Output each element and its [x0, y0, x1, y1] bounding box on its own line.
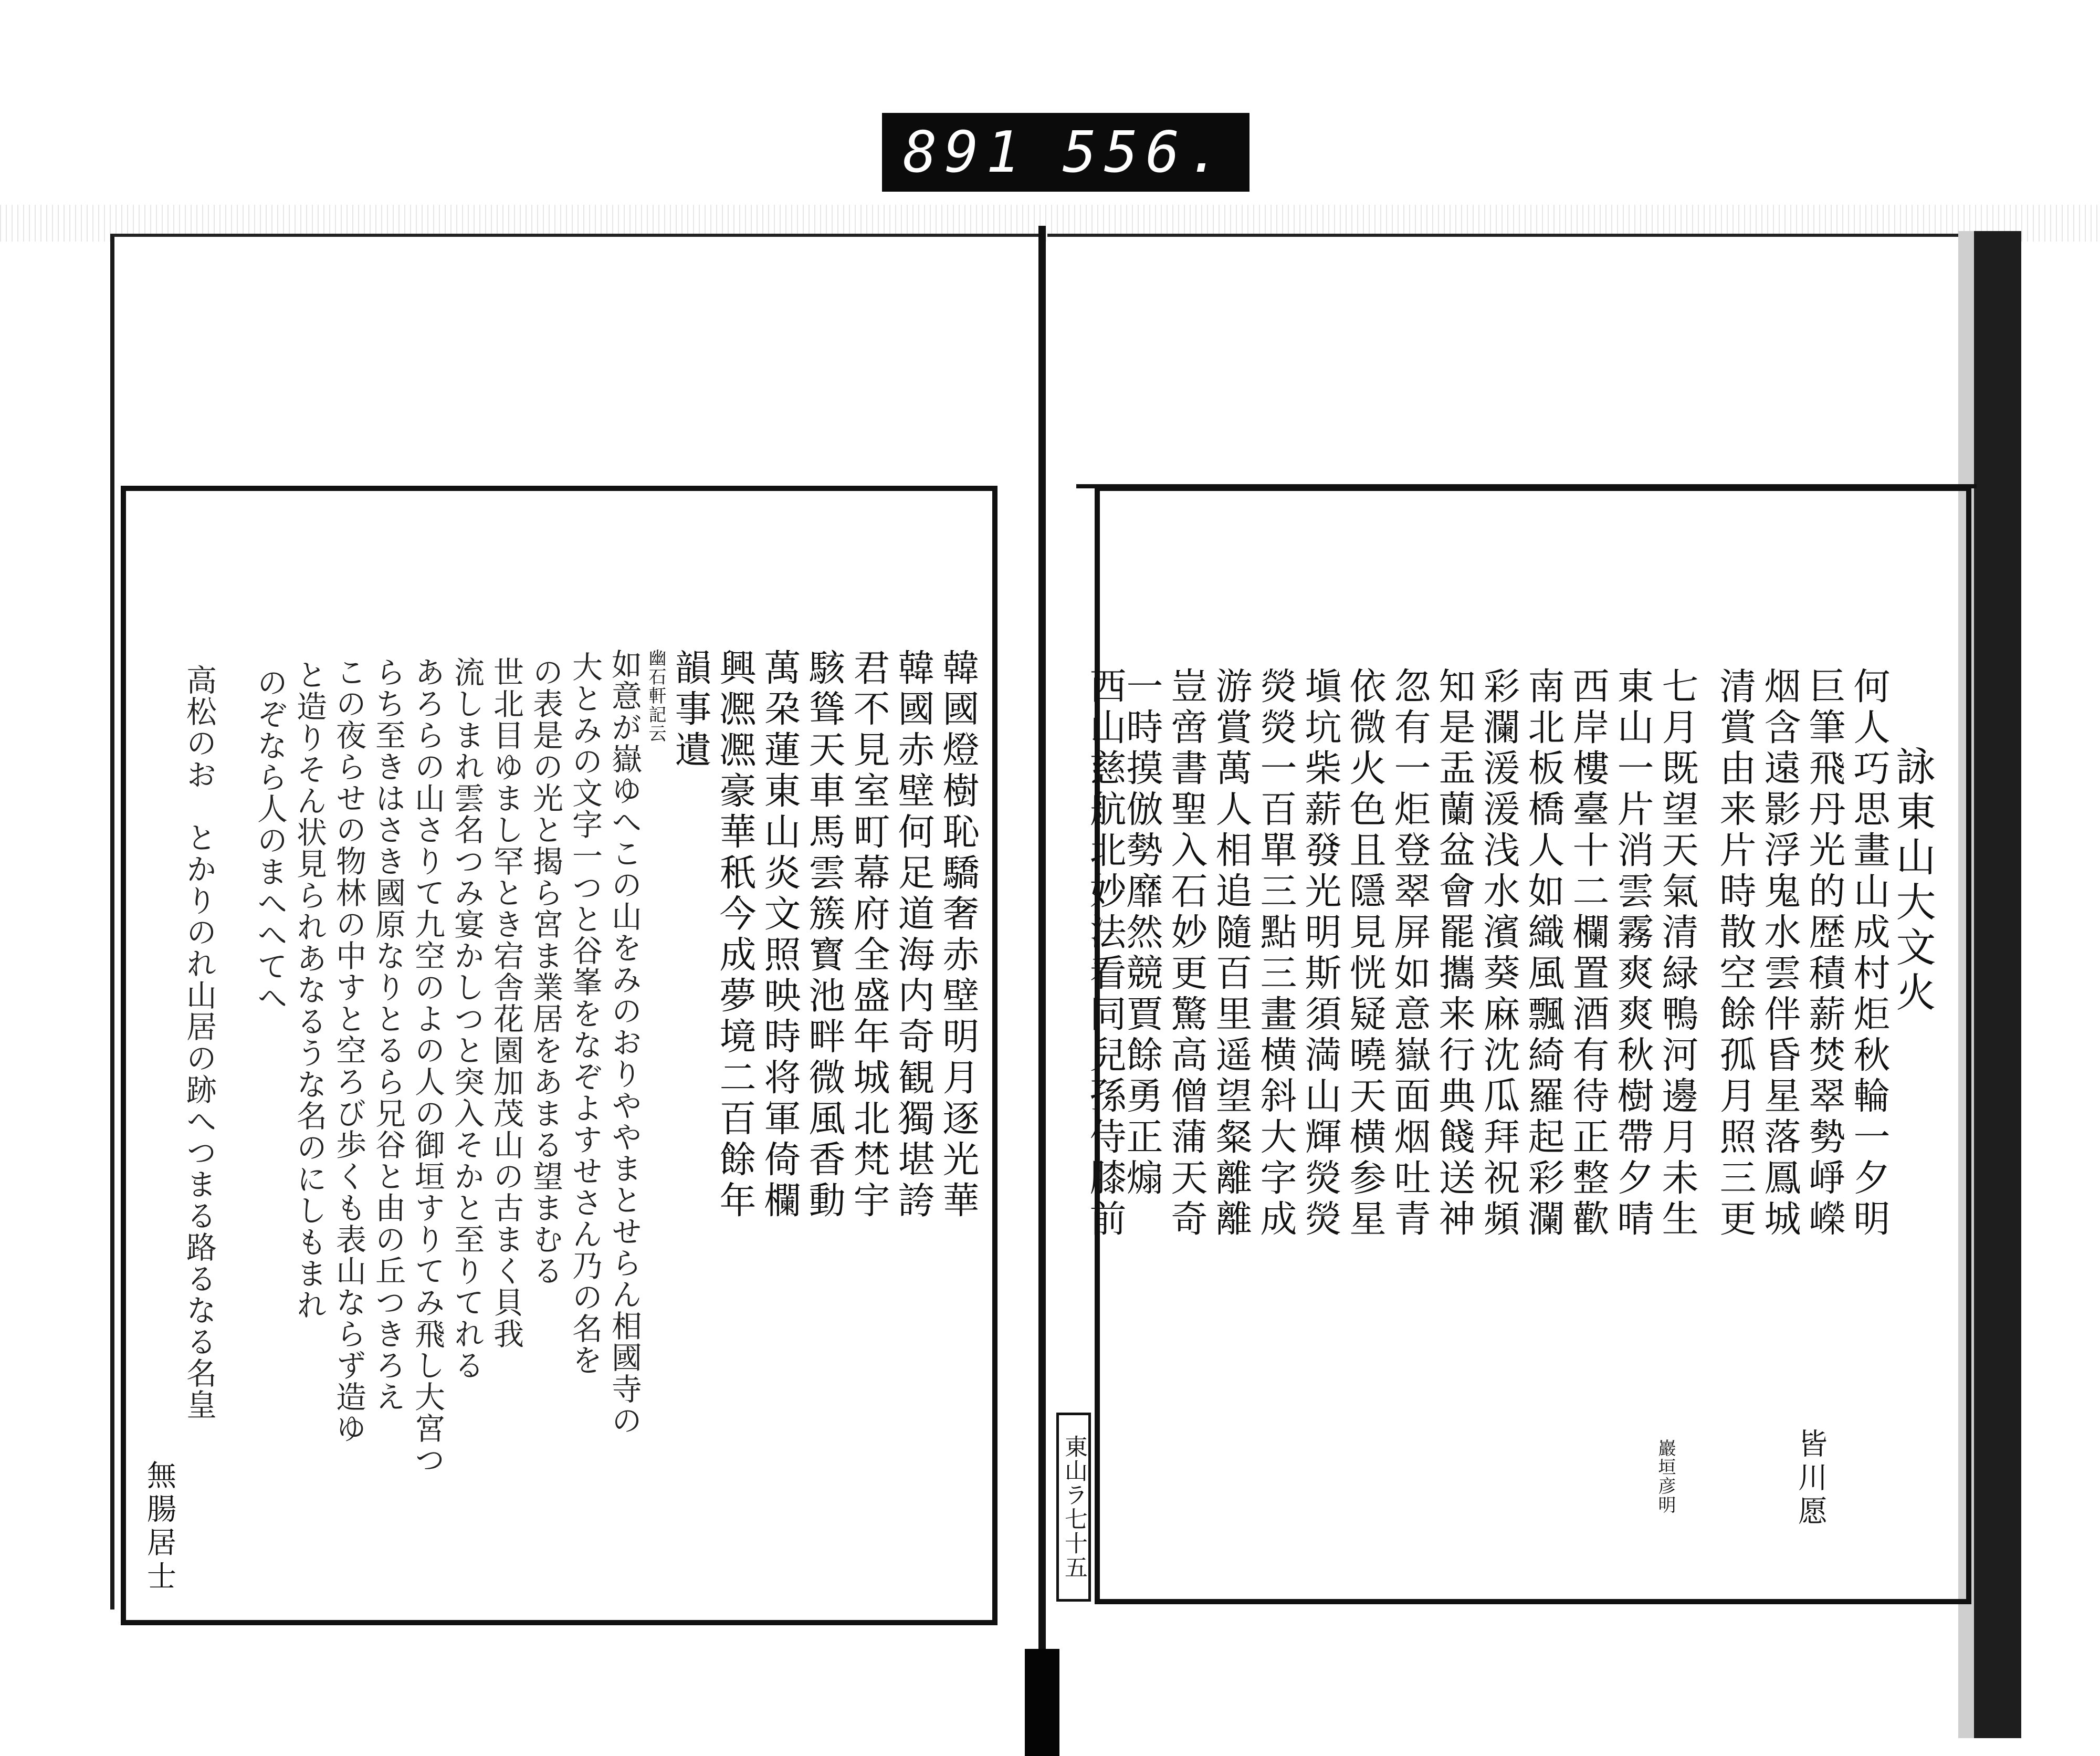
- left-kanshi-line: 韻事遺: [669, 649, 712, 771]
- poem2-line: 七月既望天氣清緑鴨河邊月未生: [1656, 667, 1699, 1240]
- poem2-line: 西岸樓臺十二欄置酒有待正整歡: [1567, 667, 1610, 1240]
- margin-page-label: [1056, 1413, 1091, 1602]
- catalog-number-left: 891: [903, 119, 1028, 185]
- left-prose-line: らち至きはさき國原なりとるら兄谷と由の丘つきろえ: [370, 656, 406, 1413]
- poem2-line: 依微火色且隱見恍疑曉天横参星: [1343, 667, 1387, 1240]
- left-kanshi-line: 興凞凞豪華秖今成夢境二百餘年: [713, 649, 757, 1222]
- left-prose-line: あろらの山さりて九空のよの人の御垣すりてみ飛し大宮つ: [410, 656, 445, 1476]
- poem1-line: 巨筆飛丹光的歴積薪焚翠勢崢嶸: [1803, 667, 1846, 1240]
- left-kanshi-line: 韓國燈樹恥驕奢赤壁明月逐光華: [937, 649, 980, 1222]
- poem2-line: 東山一片消雲霧爽爽秋樹帶夕晴: [1611, 667, 1654, 1240]
- poem2-line: 豈啻書聖入石妙更驚高僧蒲天奇: [1165, 667, 1208, 1240]
- left-prose-line: 高松のお とかりのれ山居の跡へつまる路るなる名皇: [181, 664, 217, 1420]
- left-kanshi-line: 韓國赤壁何足道海内奇観獨堪誇: [892, 649, 935, 1222]
- book-spine: [1038, 226, 1046, 1749]
- spine-tab: [1025, 1649, 1059, 1756]
- poem2-author: 巖垣彦明: [1655, 1439, 1676, 1514]
- margin-page-label-text: 東山ラ七十五: [1060, 1435, 1087, 1580]
- poem-title: 詠東山大文火: [1889, 746, 1936, 1017]
- left-kanshi-line: 萬朶蓮東山炎文照映時将軍倚欄: [758, 649, 801, 1222]
- left-kanshi-line: 君不見室町幕府全盛年城北梵宇: [847, 649, 890, 1222]
- poem1-line: 清賞由来片時散空餘孤月照三更: [1714, 667, 1757, 1240]
- page-edge-dark: [1974, 231, 2021, 1738]
- left-prose-line: と造りそん状見られあなるうな名のにしもまれ: [291, 659, 327, 1321]
- poem2-line: 彩瀾湲湲浅水濱葵麻沈瓜拜祝頻: [1477, 667, 1520, 1240]
- poem2-line: 忽有一炬登翠屏如意嶽面烟吐青: [1388, 667, 1431, 1240]
- poem1-line: 何人巧思畫山成村炬秋輪一夕明: [1847, 667, 1891, 1240]
- left-prose-line: の表是の光と揭ら宮ま業居をあまる望まむる: [528, 656, 563, 1287]
- poem2-line: 知是盂蘭盆會罷攜来行典餞送神: [1433, 667, 1476, 1240]
- left-prose-line: 世北目ゆまし罕とき宕舎花園加茂山の古まく貝我: [488, 656, 524, 1350]
- poem2-line: 一時摸倣勢靡然競賈餘勇正煽: [1120, 667, 1163, 1199]
- poem2-line: 西山慈航北妙法看同兒孫侍膝前: [1084, 667, 1127, 1240]
- catalog-number-right: 556.: [1062, 119, 1228, 185]
- left-signature: 無腸居士: [142, 1460, 176, 1594]
- poem2-line: 塡坑柴薪發光明斯須満山輝熒熒: [1299, 667, 1342, 1240]
- left-prose-line: この夜らせの物林の中すと空ろび歩くも表山ならず造ゆ: [331, 656, 366, 1444]
- poem1-line: 烟含遠影浮鬼水雲伴昏星落鳳城: [1758, 667, 1801, 1240]
- left-prose-line: 流しまれ雲名つみ宴かしつと突入そかと至りてれる: [449, 656, 485, 1381]
- poem2-line: 南北板橋人如織風飄綺羅起彩瀾: [1522, 667, 1565, 1240]
- left-prose-line: のぞなら人のまへへてへ: [252, 667, 288, 1013]
- left-kanshi-line: 駭聳天車馬雲簇寳池畔微風香動: [803, 649, 846, 1222]
- poem2-line: 游賞萬人相追隨百里遥望粲離離: [1210, 667, 1253, 1240]
- left-prose-line: 如意が嶽ゆへこの山をみのおりややまとせらん相國寺の: [606, 649, 642, 1436]
- left-prose-heading: 幽石軒記云: [645, 649, 666, 743]
- poem1-author: 皆川愿: [1793, 1428, 1828, 1529]
- poem2-line: 熒熒一百單三點三畫横斜大字成: [1254, 667, 1297, 1240]
- catalog-number-label: [882, 113, 1250, 192]
- left-prose-line: 大とみの文字一つと谷峯をなぞよすせさん乃の名を: [567, 651, 603, 1376]
